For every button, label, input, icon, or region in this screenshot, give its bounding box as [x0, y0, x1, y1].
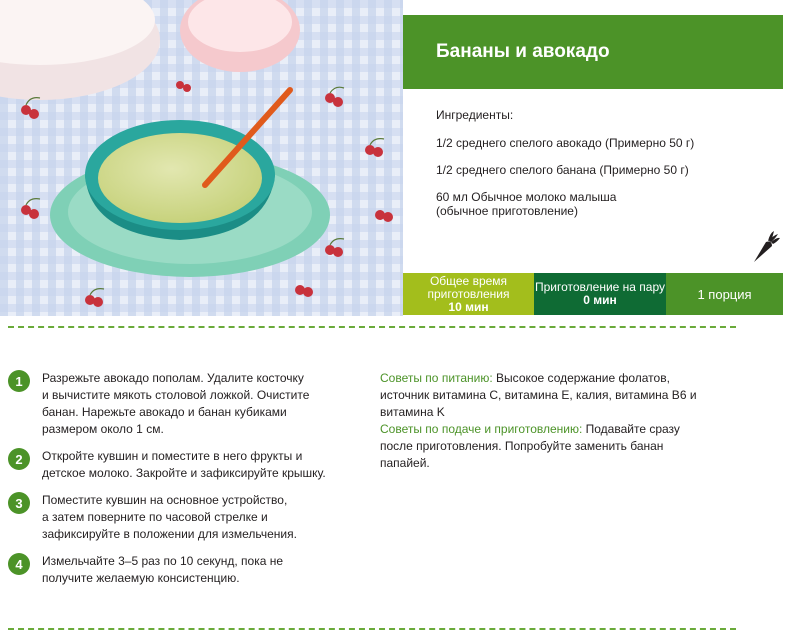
ingredient-subtext: (обычное приготовление) [436, 204, 578, 218]
step-item [8, 448, 368, 482]
nutrition-tip-text: Высокое содержание фолатов, источник витамина C, витамина E, калия, витамина B6 и витамина K [380, 371, 697, 419]
portions-cell [666, 273, 783, 315]
dashed-divider-top [8, 326, 736, 328]
recipe-photo [0, 0, 403, 316]
tips-panel [380, 370, 725, 472]
title-bar [403, 15, 783, 89]
serving-tip [380, 421, 725, 472]
steam-time-cell [534, 273, 666, 315]
ingredient-text: 1/2 среднего спелого авокадо (Примерно 50 г) [436, 136, 695, 150]
step-text: Разрежьте авокадо пополам. Удалите косточку и вычистите мякоть столовой ложкой. Очистите банан. Нарежьте авокадо и банан кубиками размером около 1 см. [42, 371, 310, 436]
step-text: Измельчайте 3–5 раз по 10 секунд, пока не получите желаемую консистенцию. [42, 554, 284, 585]
serving-tip-text: Подавайте сразу после приготовления. Попробуйте заменить банан папайей. [380, 422, 680, 470]
step-number-badge: 4 [8, 553, 30, 575]
ingredient-item [436, 190, 766, 218]
step-item [8, 492, 368, 543]
step-number-badge: 1 [8, 370, 30, 392]
ingredients-heading: Ингредиенты: [436, 108, 514, 122]
ingredient-item [436, 136, 766, 150]
dashed-divider-bottom [8, 628, 736, 630]
ingredients-panel [436, 108, 766, 231]
recipe-title: Бананы и авокадо [436, 41, 610, 62]
steam-time-label: Приготовление на пару [534, 280, 666, 294]
nutrition-tip-label: Советы по питанию: [380, 371, 493, 385]
step-item [8, 370, 368, 438]
ingredient-text: 1/2 среднего спелого банана (Примерно 50 г) [436, 163, 689, 177]
recipe-info-row [403, 273, 783, 315]
ingredient-text: 60 мл Обычное молоко малыша [436, 190, 617, 204]
total-time-value: 10 мин [448, 299, 489, 314]
step-item [8, 553, 368, 587]
step-text: Откройте кувшин и поместите в него фрукты и детское молоко. Закройте и зафиксируйте крышку. [42, 449, 326, 480]
nutrition-tip [380, 370, 725, 421]
portions-value: 1 порция [697, 286, 752, 302]
serving-tip-label: Советы по подаче и приготовлению: [380, 422, 583, 436]
steps-list [8, 370, 368, 587]
step-number-badge: 3 [8, 492, 30, 514]
step-text: Поместите кувшин на основное устройство, а затем поверните по часовой стрелке и зафиксируйте в положении для измельчения. [42, 493, 297, 541]
step-number-badge: 2 [8, 448, 30, 470]
steam-time-value: 0 мин [583, 293, 617, 307]
carrot-icon [750, 230, 780, 264]
total-time-cell [403, 273, 534, 315]
ingredient-item [436, 163, 766, 177]
total-time-label: Общее время приготовления [427, 273, 510, 301]
